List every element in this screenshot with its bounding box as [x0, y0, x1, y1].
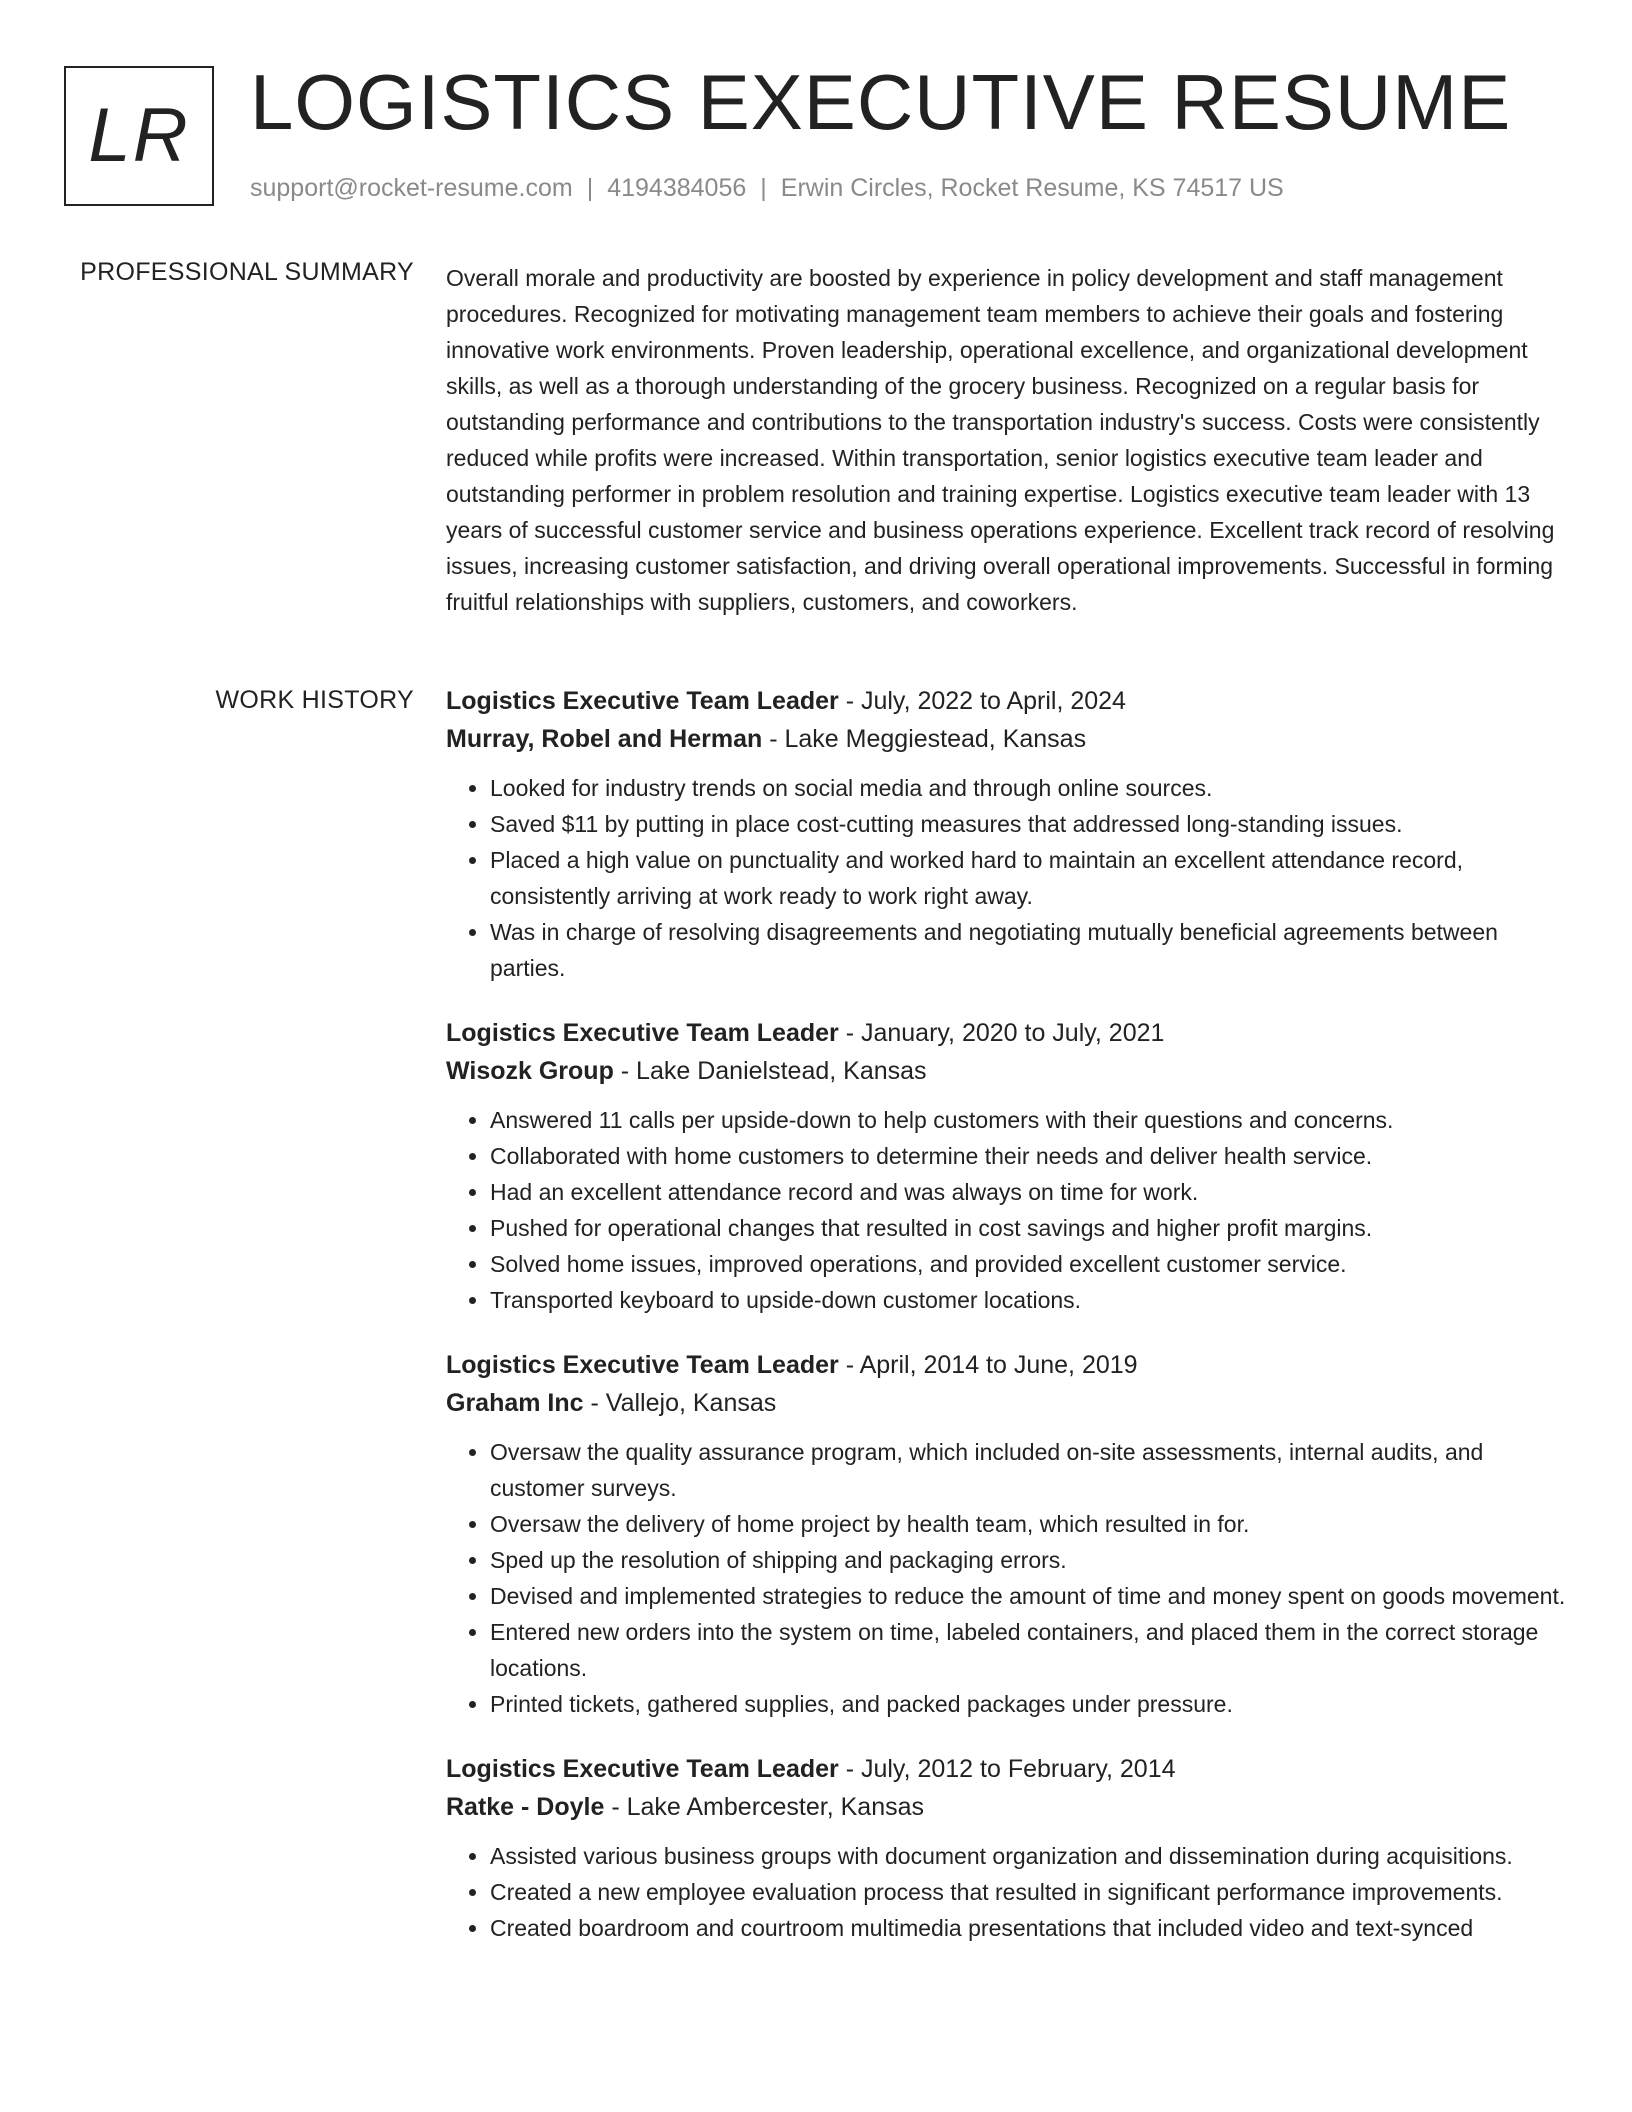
job-bullets	[446, 770, 1566, 986]
job-company: Wisozk Group	[446, 1057, 614, 1085]
job-bullet: • Created boardroom and courtroom multimedia presentations that included video and text-synced	[490, 1910, 1566, 1946]
job-bullet: • Saved $11 by putting in place cost-cutting measures that addressed long-standing issues.	[490, 806, 1566, 842]
job-bullet: • Was in charge of resolving disagreements and negotiating mutually beneficial agreements between parties.	[490, 914, 1566, 986]
job-location: - Lake Meggiestead, Kansas	[762, 725, 1087, 753]
summary-body	[446, 260, 1566, 620]
job-bullet: • Solved home issues, improved operations, and provided excellent customer service.	[490, 1246, 1566, 1282]
contact-line	[250, 174, 1284, 203]
job-location: - Vallejo, Kansas	[583, 1389, 777, 1417]
job-entry	[446, 682, 1566, 986]
job-company: Ratke - Doyle	[446, 1793, 605, 1821]
job-company-line	[446, 1788, 1566, 1826]
job-entry	[446, 1346, 1566, 1722]
job-location: - Lake Danielstead, Kansas	[613, 1057, 927, 1085]
job-bullet: • Collaborated with home customers to determine their needs and deliver health service.	[490, 1138, 1566, 1174]
job-bullet: • Transported keyboard to upside-down customer locations.	[490, 1282, 1566, 1318]
job-location: - Lake Ambercester, Kansas	[604, 1793, 924, 1821]
job-company: Murray, Robel and Herman	[446, 725, 763, 753]
job-title: Logistics Executive Team Leader	[446, 1755, 839, 1783]
contact-separator: |	[760, 174, 767, 202]
contact-separator: |	[586, 174, 594, 202]
job-bullet: • Devised and implemented strategies to reduce the amount of time and money spent on goods movement.	[490, 1578, 1566, 1614]
job-bullet: • Answered 11 calls per upside-down to help customers with their questions and concerns.	[490, 1102, 1566, 1138]
contact-phone[interactable]: 4194384056	[607, 174, 747, 202]
job-bullets	[446, 1434, 1566, 1722]
job-entry	[446, 1014, 1566, 1318]
job-bullet: • Had an excellent attendance record and was always on time for work.	[490, 1174, 1566, 1210]
job-company-line	[446, 720, 1566, 758]
job-title: Logistics Executive Team Leader	[446, 1351, 839, 1379]
job-dates: - July, 2012 to February, 2014	[838, 1755, 1176, 1783]
job-bullet: • Pushed for operational changes that resulted in cost savings and higher profit margins.	[490, 1210, 1566, 1246]
job-title-line	[446, 682, 1566, 720]
job-entry	[446, 1750, 1566, 1946]
monogram-initials: LR	[88, 93, 190, 178]
work-history-heading: WORK HISTORY	[215, 686, 414, 714]
job-bullet: • Created a new employee evaluation process that resulted in significant performance improvements.	[490, 1874, 1566, 1910]
job-dates: - January, 2020 to July, 2021	[838, 1019, 1165, 1047]
job-dates: - July, 2022 to April, 2024	[838, 687, 1126, 715]
job-bullet: • Sped up the resolution of shipping and packaging errors.	[490, 1542, 1566, 1578]
monogram-logo	[64, 66, 214, 206]
job-bullet: • Assisted various business groups with document organization and dissemination during acquisitions.	[490, 1838, 1566, 1874]
job-bullet: • Placed a high value on punctuality and worked hard to maintain an excellent attendance record, consistently arriving at work ready to work right away.	[490, 842, 1566, 914]
job-bullet: • Printed tickets, gathered supplies, and packed packages under pressure.	[490, 1686, 1566, 1722]
job-bullet: • Oversaw the quality assurance program, which included on-site assessments, internal audits, and customer surveys.	[490, 1434, 1566, 1506]
job-bullets	[446, 1102, 1566, 1318]
summary-text: Overall morale and productivity are boosted by experience in policy development and staff management procedures. Recognized for motivating management team members to achieve their goals and fostering innovative work environments. Proven leadership, operational excellence, and organizational development skills, as well as a thorough understanding of the grocery business. Recognized on a regular basis for outstanding performance and contributions to the transportation industry's success. Costs were consistently reduced while profits were increased. Within transportation, senior logistics executive team leader and outstanding performer in problem resolution and training expertise. Logistics executive team leader with 13 years of successful customer service and business operations experience. Excellent track record of resolving issues, increasing customer satisfaction, and driving overall operational improvements. Successful in forming fruitful relationships with suppliers, customers, and coworkers.	[446, 265, 1555, 615]
job-bullet: • Oversaw the delivery of home project by health team, which resulted in for.	[490, 1506, 1566, 1542]
resume-title: LOGISTICS EXECUTIVE RESUME	[250, 58, 1512, 146]
job-bullet: • Looked for industry trends on social media and through online sources.	[490, 770, 1566, 806]
work-history-body	[446, 682, 1566, 1974]
contact-address: Erwin Circles, Rocket Resume, KS 74517 US	[780, 174, 1284, 202]
job-title: Logistics Executive Team Leader	[446, 687, 839, 715]
job-title-line	[446, 1014, 1566, 1052]
job-company: Graham Inc	[446, 1389, 584, 1417]
job-title: Logistics Executive Team Leader	[446, 1019, 839, 1047]
job-title-line	[446, 1750, 1566, 1788]
job-bullet: • Entered new orders into the system on time, labeled containers, and placed them in the correct storage locations.	[490, 1614, 1566, 1686]
job-bullets	[446, 1838, 1566, 1946]
contact-email[interactable]: support@rocket-resume.com	[250, 174, 573, 202]
summary-heading: PROFESSIONAL SUMMARY	[80, 258, 414, 286]
job-dates: - April, 2014 to June, 2019	[838, 1351, 1138, 1379]
job-company-line	[446, 1052, 1566, 1090]
job-title-line	[446, 1346, 1566, 1384]
job-company-line	[446, 1384, 1566, 1422]
